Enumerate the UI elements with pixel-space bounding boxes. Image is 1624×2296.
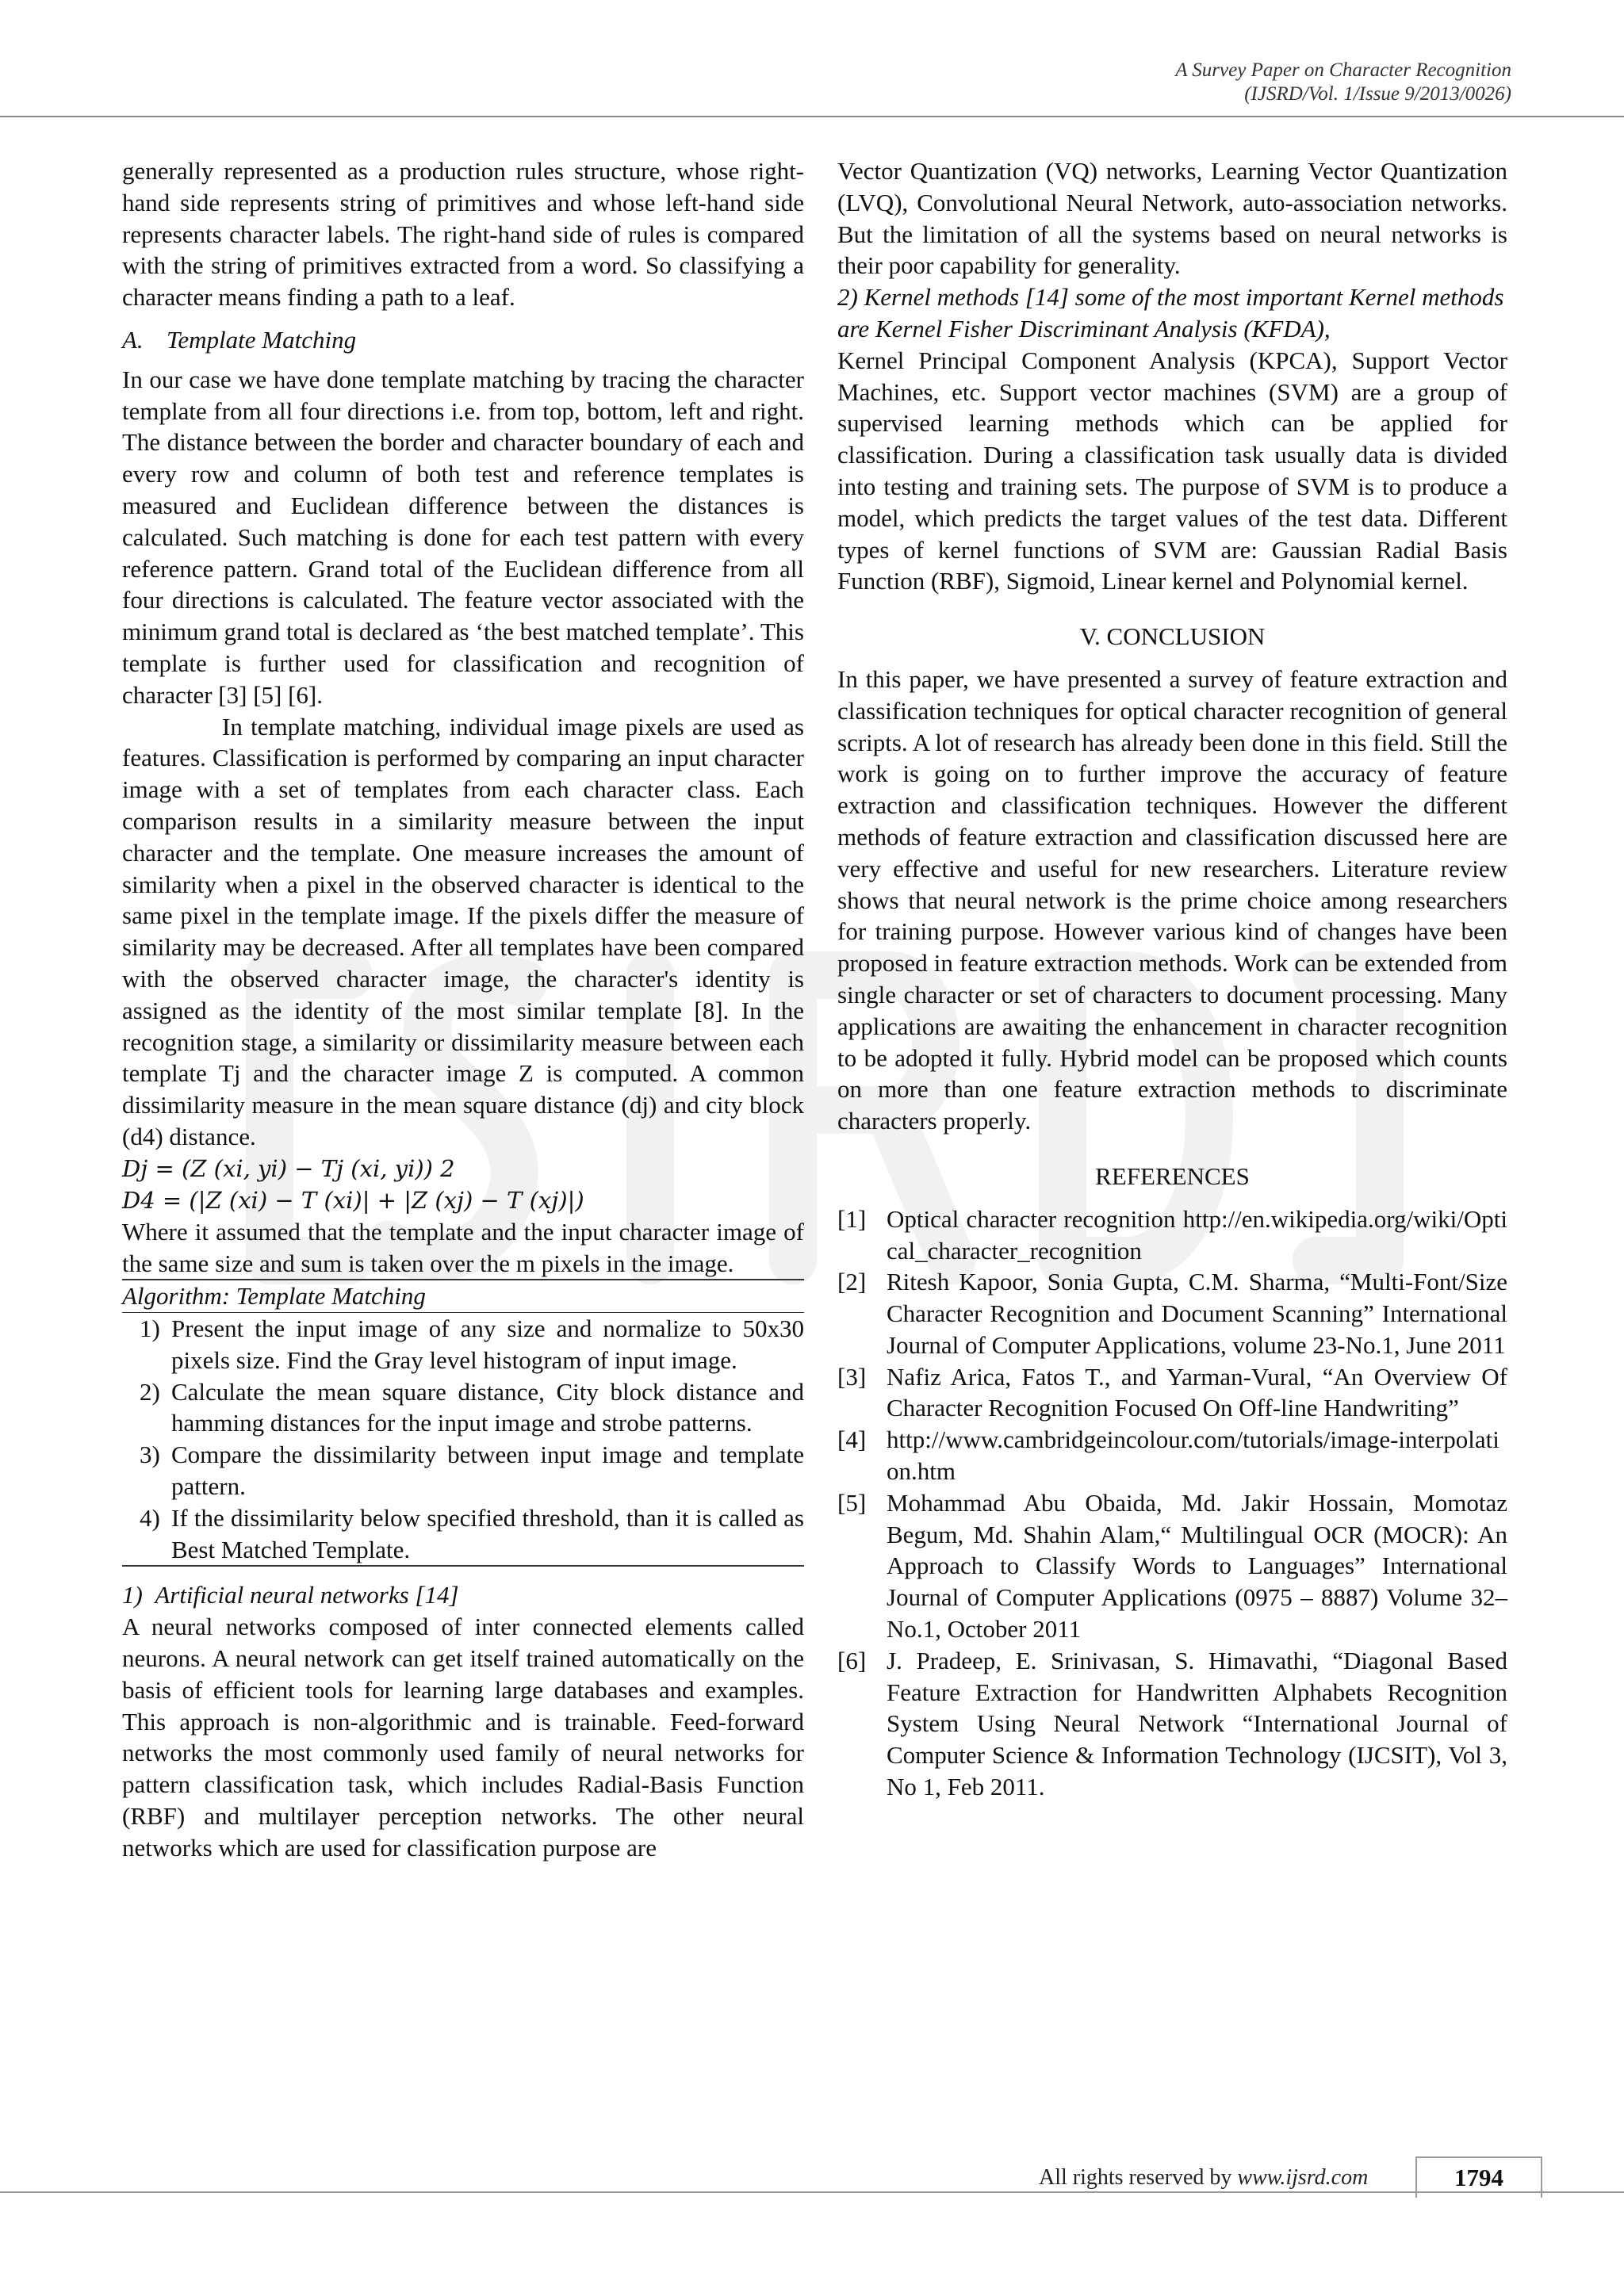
reference-number: [6]	[837, 1646, 867, 1674]
reference-number: [2]	[837, 1268, 867, 1296]
reference-text: http://www.cambridgeincolour.com/tutorials/image-interpolation.htm	[887, 1425, 1500, 1486]
step-number: 3)	[140, 1441, 160, 1469]
algorithm-step	[122, 1439, 804, 1502]
conclusion-paragraph: In this paper, we have presented a survey of feature extraction and classification techniques for optical character recognition of general scripts. A lot of research has already been done in this field. Still the work is going on to further improve the accuracy of feature extraction and classification techniques. However the different methods of feature extraction and classification discussed here are very effective and useful for new researchers. Literature review shows that neural network is the prime choice among researchers for training purpose. However various kind of changes have been proposed in feature extraction methods. Work can be extended from single character or set of characters to document processing. Many applications are awaiting the enhancement in character recognition to be adopted it fully. Hybrid model can be proposed which counts on more than one feature extraction methods to discriminate characters properly.	[837, 664, 1507, 1135]
right-column	[837, 155, 1507, 1803]
paper-title-header: A Survey Paper on Character Recognition	[1175, 59, 1511, 81]
subsection-number: 1)	[122, 1581, 143, 1609]
reference-number: [3]	[837, 1362, 867, 1391]
step-text: Calculate the mean square distance, City block distance and hamming distances for the input image and strobe patterns.	[171, 1377, 804, 1437]
section-heading-template-matching	[122, 324, 804, 356]
step-text: Compare the dissimilarity between input image and template pattern.	[171, 1441, 804, 1501]
algorithm-title: Algorithm: Template Matching	[122, 1280, 804, 1313]
footer-rule	[0, 2191, 1624, 2193]
paragraph: A neural networks composed of inter connected elements called neurons. A neural network can get itself trained automatically on the basis of efficient tools for learning large databases and examples. This approach is non-algorithmic and is trainable. Feed-forward networks the most commonly used family of neural networks for pattern classification task, which includes Radial-Basis Function (RBF) and multilayer perception networks. The other neural networks which are used for classification purpose are	[122, 1613, 804, 1862]
reference-item	[837, 1424, 1507, 1487]
reference-item	[837, 1487, 1507, 1645]
reference-item	[837, 1645, 1507, 1803]
reference-text: J. Pradeep, E. Srinivasan, S. Himavathi, “Diagonal Based Feature Extraction for Handwritten Alphabets Recognition System Using Neural Network “International Journal of Computer Science & Information Technology (IJCSIT), Vol 3, No 1, Feb 2011.	[887, 1646, 1507, 1801]
algorithm-step	[122, 1376, 804, 1440]
references-heading: REFERENCES	[1095, 1161, 1250, 1190]
intro-paragraph: generally represented as a production rules structure, whose right-hand side represents string of primitives and whose left-hand side represents character labels. The right-hand side of rules is compared with the string of primitives extracted from a word. So classifying a character means finding a path to a leaf.	[122, 157, 804, 312]
page-number: 1794	[1415, 2156, 1542, 2198]
reference-text: Mohammad Abu Obaida, Md. Jakir Hossain, Momotaz Begum, Md. Shahin Alam,“ Multilingual OCR (MOCR): An Approach to Classify Words to Languages” International Journal of Computer Applications (0975 – 8887) Volume 32– No.1, October 2011	[887, 1488, 1507, 1644]
algorithm-box	[122, 1279, 804, 1567]
paragraph: In template matching, individual image pixels are used as features. Classification is performed by comparing an input character image with a set of templates from each character class. Each comparison results in a similarity measure between the input character and the template. One measure increases the amount of similarity when a pixel in the observed character is identical to the same pixel in the template image. If the pixels differ the measure of similarity may be decreased. After all templates have been compared with the observed character image, the character's identity is assigned as the identity of the most similar template [8]. In the recognition stage, a similarity or dissimilarity measure between each template Tj and the character image Z is computed. A common dissimilarity measure in the mean square distance (dj) and city block (d4) distance.	[122, 712, 804, 1150]
rights-text: All rights reserved by	[1039, 2165, 1232, 2190]
paragraph: In our case we have done template matching by tracing the character template from all four directions i.e. from top, bottom, left and right. The distance between the border and character boundary of each and every row and column of both test and reference templates is measured and Euclidean difference between the distances is calculated. Such matching is done for each test pattern with every reference pattern. Grand total of the Euclidean difference from all four directions is calculated. The feature vector associated with the minimum grand total is declared as ‘the best matched template’. This template is further used for classification and recognition of character [3] [5] [6].	[122, 365, 804, 709]
step-number: 4)	[140, 1503, 160, 1532]
step-text: Present the input image of any size and normalize to 50x30 pixels size. Find the Gray level histogram of input image.	[171, 1314, 804, 1374]
reference-number: [4]	[837, 1425, 867, 1454]
reference-item	[837, 1266, 1507, 1360]
algorithm-step	[122, 1313, 804, 1376]
paragraph: Kernel Principal Component Analysis (KPCA), Support Vector Machines, etc. Support vector machines (SVM) are a group of supervised learning methods which can be applied for classification. During a classification task usually data is divided into testing and training sets. The purpose of SVM is to produce a model, which predicts the target values of the test data. Different types of kernel functions of SVM are: Gaussian Radial Basis Function (RBF), Sigmoid, Linear kernel and Polynomial kernel.	[837, 346, 1507, 595]
reference-number: [5]	[837, 1488, 867, 1517]
step-number: 1)	[140, 1314, 160, 1343]
paragraph: Vector Quantization (VQ) networks, Learning Vector Quantization (LVQ), Convolutional Neural Network, auto-association networks. But the limitation of all the systems based on neural networks is their poor capability for generality.	[837, 157, 1507, 280]
subsection-heading-kernel: 2) Kernel methods [14] some of the most important Kernel methods are Kernel Fisher Discriminant Analysis (KFDA),	[837, 283, 1504, 342]
equation-dj: Dj = (Z (xi, yi) − Tj (xi, yi)) 2	[122, 1154, 455, 1182]
header-rule	[0, 116, 1624, 117]
running-header	[1175, 59, 1511, 106]
paragraph: Where it assumed that the template and the input character image of the same size and sum is taken over the m pixels in the image.	[122, 1217, 804, 1277]
step-number: 2)	[140, 1377, 160, 1406]
reference-text: Nafiz Arica, Fatos T., and Yarman-Vural, “An Overview Of Character Recognition Focused On Off-line Handwriting”	[887, 1362, 1507, 1422]
equation-d4: D4 = (|Z (xi) − T (xi)| + |Z (xj) − T (xj)|)	[122, 1186, 584, 1214]
reference-number: [1]	[837, 1204, 867, 1233]
reference-text: Ritesh Kapoor, Sonia Gupta, C.M. Sharma, “Multi-Font/Size Character Recognition and Document Scanning” International Journal of Computer Applications, volume 23-No.1, June 2011	[887, 1268, 1507, 1359]
reference-text: Optical character recognition http://en.wikipedia.org/wiki/Optical_character_recognition	[887, 1204, 1507, 1265]
reference-item	[837, 1361, 1507, 1425]
section-title: Template Matching	[167, 325, 357, 354]
site-link[interactable]: www.ijsrd.com	[1237, 2165, 1369, 2190]
footer-rights	[1039, 2164, 1368, 2191]
section-number: A.	[122, 325, 144, 354]
reference-item	[837, 1203, 1507, 1267]
subsection-title: Artificial neural networks [14]	[155, 1581, 459, 1609]
algorithm-step	[122, 1502, 804, 1566]
subsection-heading-ann	[122, 1579, 804, 1611]
left-column	[122, 155, 804, 1864]
conclusion-heading: V. CONCLUSION	[1079, 622, 1266, 651]
step-text: If the dissimilarity below specified threshold, than it is called as Best Matched Template.	[171, 1503, 804, 1563]
journal-citation: (IJSRD/Vol. 1/Issue 9/2013/0026)	[1244, 83, 1511, 105]
